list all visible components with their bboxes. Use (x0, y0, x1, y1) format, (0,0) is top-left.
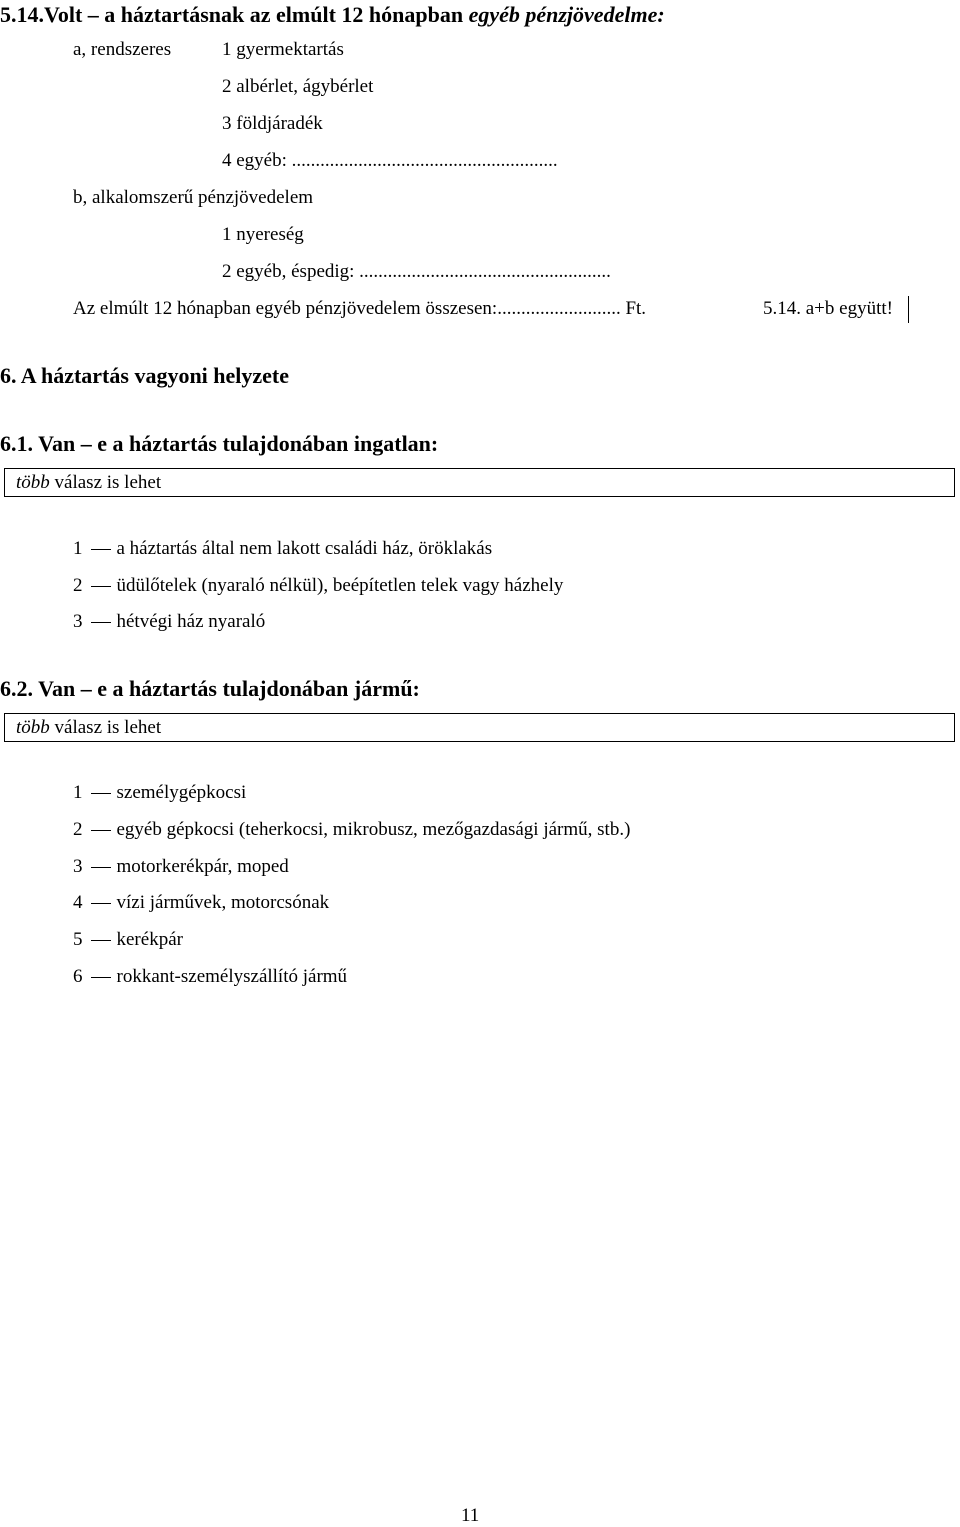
total-note: 5.14. a+b együtt! (763, 298, 893, 319)
occasional-income-label: b, alkalomszerű pénzjövedelem (73, 187, 314, 208)
section-6-1-heading (0, 431, 438, 457)
regular-income-label: a, rendszeres (73, 39, 172, 60)
vehicle-option: 1 személygépkocsi (73, 782, 247, 803)
vehicle-option: 4 vízi járművek, motorcsónak (73, 892, 330, 913)
occasional-income-item: 2 egyéb, éspedig: ..................................................... (222, 261, 611, 282)
vehicle-option: 5 kerékpár (73, 929, 183, 950)
multiple-answer-box (4, 468, 955, 497)
vehicle-option: 6 rokkant-személyszállító jármű (73, 966, 348, 987)
page-number: 11 (461, 1505, 480, 1526)
regular-income-item: 4 egyéb: ........................................................ (222, 150, 558, 171)
section-6-heading: 6. A háztartás vagyoni helyzete (0, 363, 290, 388)
section-5-14-title-italic: egyéb pénzjövedelme: (468, 2, 665, 27)
section-6-2-title: Van – e a háztartás tulajdonában jármű: (38, 676, 420, 701)
vehicle-option: 3 motorkerékpár, moped (73, 856, 289, 877)
regular-income-item: 2 albérlet, ágybérlet (222, 76, 374, 97)
multiple-answer-italic: több (16, 717, 50, 738)
section-6-1-title: Van – e a háztartás tulajdonában ingatlan: (38, 431, 439, 456)
multiple-answer-text: válasz is lehet (49, 472, 162, 493)
section-6-2-heading (0, 676, 420, 702)
section-5-14-heading (0, 2, 665, 28)
total-income-line: Az elmúlt 12 hónapban egyéb pénzjövedelem összesen:.......................... Ft. (73, 298, 647, 319)
multiple-answer-italic: több (16, 472, 50, 493)
property-option: 3 hétvégi ház nyaraló (73, 611, 266, 632)
property-option: 1 a háztartás által nem lakott családi ház, öröklakás (73, 538, 493, 559)
property-option: 2 üdülőtelek (nyaraló nélkül), beépítetlen telek vagy házhely (73, 575, 564, 596)
total-note-border (759, 296, 909, 323)
section-6-1-number: 6.1. (0, 431, 33, 456)
multiple-answer-text: válasz is lehet (49, 717, 162, 738)
regular-income-item: 3 földjáradék (222, 113, 323, 134)
vehicle-option: 2 egyéb gépkocsi (teherkocsi, mikrobusz, mezőgazdasági jármű, stb.) (73, 819, 631, 840)
occasional-income-item: 1 nyereség (222, 224, 304, 245)
section-5-14-number: 5.14. (0, 2, 44, 27)
section-5-14-title: Volt – a háztartásnak az elmúlt 12 hónapban (44, 2, 469, 27)
section-6-2-number: 6.2. (0, 676, 33, 701)
multiple-answer-box (4, 713, 955, 742)
regular-income-item: 1 gyermektartás (222, 39, 344, 60)
